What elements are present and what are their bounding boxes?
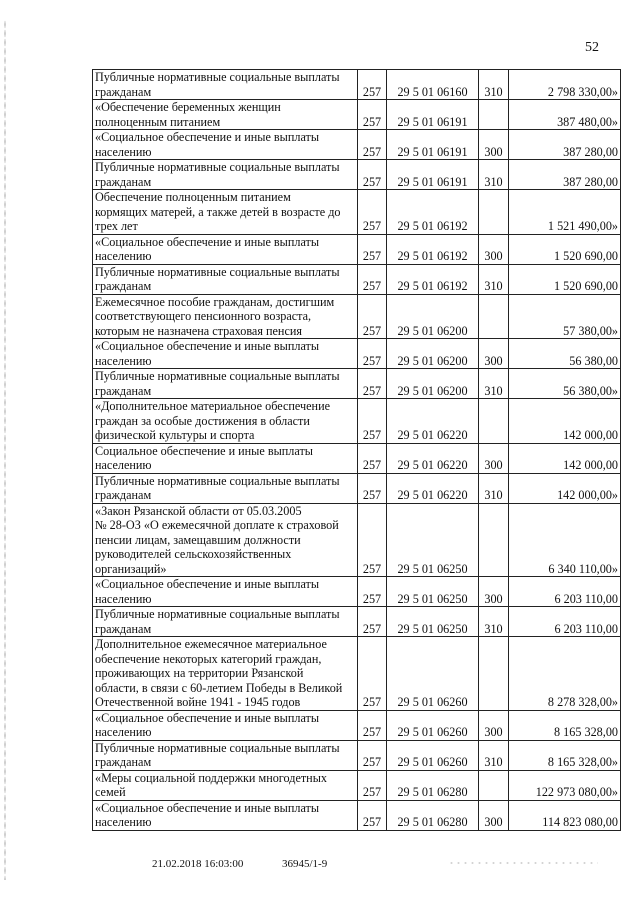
- row-target-article-cell: 29 5 01 06260: [387, 710, 479, 740]
- table-row: [93, 70, 621, 100]
- row-department-code-cell: 257: [358, 710, 387, 740]
- table-row: [93, 264, 621, 294]
- row-amount-cell: 122 973 080,00»: [509, 770, 621, 800]
- row-target-article-cell: 29 5 01 06250: [387, 577, 479, 607]
- row-amount-cell: 57 380,00»: [509, 294, 621, 339]
- table-row: [93, 399, 621, 444]
- row-expense-type-cell: [479, 100, 509, 130]
- row-amount-cell: 387 480,00»: [509, 100, 621, 130]
- table-row: [93, 770, 621, 800]
- row-target-article-cell: 29 5 01 06192: [387, 264, 479, 294]
- row-expense-type-cell: 310: [479, 607, 509, 637]
- row-amount-cell: 6 340 110,00»: [509, 503, 621, 577]
- table-row: [93, 503, 621, 577]
- table-row: [93, 473, 621, 503]
- footer-document-code: 36945/1-9: [282, 858, 328, 870]
- row-amount-cell: 387 280,00: [509, 160, 621, 190]
- scan-top-edge: [30, 10, 610, 12]
- page-number: 52: [585, 40, 599, 55]
- row-amount-cell: 2 798 330,00»: [509, 70, 621, 100]
- row-expense-type-cell: 300: [479, 800, 509, 830]
- row-name-cell: «Социальное обеспечение и иные выплаты населению: [93, 130, 358, 160]
- row-amount-cell: 114 823 080,00: [509, 800, 621, 830]
- row-name-cell: «Обеспечение беременных женщин полноценным питанием: [93, 100, 358, 130]
- row-name-cell: «Социальное обеспечение и иные выплаты населению: [93, 577, 358, 607]
- row-name-cell: Публичные нормативные социальные выплаты гражданам: [93, 473, 358, 503]
- table-row: [93, 130, 621, 160]
- row-target-article-cell: 29 5 01 06200: [387, 369, 479, 399]
- row-name-cell: «Социальное обеспечение и иные выплаты населению: [93, 234, 358, 264]
- row-expense-type-cell: [479, 190, 509, 235]
- row-target-article-cell: 29 5 01 06280: [387, 800, 479, 830]
- row-amount-cell: 1 520 690,00: [509, 234, 621, 264]
- row-department-code-cell: 257: [358, 770, 387, 800]
- row-name-cell: «Социальное обеспечение и иные выплаты населению: [93, 710, 358, 740]
- table-row: [93, 160, 621, 190]
- row-target-article-cell: 29 5 01 06191: [387, 130, 479, 160]
- footer-datetime: 21.02.2018 16:03:00: [152, 858, 244, 870]
- row-amount-cell: 8 165 328,00: [509, 710, 621, 740]
- row-expense-type-cell: 300: [479, 443, 509, 473]
- row-department-code-cell: 257: [358, 190, 387, 235]
- row-department-code-cell: 257: [358, 130, 387, 160]
- row-expense-type-cell: 300: [479, 234, 509, 264]
- table-row: [93, 710, 621, 740]
- row-name-cell: Публичные нормативные социальные выплаты гражданам: [93, 264, 358, 294]
- row-amount-cell: 56 380,00: [509, 339, 621, 369]
- table-row: [93, 443, 621, 473]
- row-target-article-cell: 29 5 01 06250: [387, 607, 479, 637]
- row-expense-type-cell: 300: [479, 710, 509, 740]
- row-name-cell: Обеспечение полноценным питанием кормящих матерей, а также детей в возрасте до трех лет: [93, 190, 358, 235]
- row-amount-cell: 8 278 328,00»: [509, 637, 621, 711]
- row-name-cell: Публичные нормативные социальные выплаты гражданам: [93, 369, 358, 399]
- budget-table-body: [93, 70, 621, 831]
- row-name-cell: «Социальное обеспечение и иные выплаты населению: [93, 339, 358, 369]
- row-name-cell: Публичные нормативные социальные выплаты гражданам: [93, 607, 358, 637]
- budget-table: [92, 69, 621, 831]
- row-expense-type-cell: 300: [479, 577, 509, 607]
- row-expense-type-cell: 310: [479, 740, 509, 770]
- faint-stamp-marks: [448, 860, 598, 866]
- row-target-article-cell: 29 5 01 06191: [387, 100, 479, 130]
- row-target-article-cell: 29 5 01 06191: [387, 160, 479, 190]
- row-expense-type-cell: [479, 399, 509, 444]
- row-expense-type-cell: [479, 503, 509, 577]
- table-row: [93, 577, 621, 607]
- table-row: [93, 339, 621, 369]
- table-row: [93, 637, 621, 711]
- table-row: [93, 294, 621, 339]
- row-amount-cell: 142 000,00»: [509, 473, 621, 503]
- row-department-code-cell: 257: [358, 800, 387, 830]
- row-name-cell: «Меры социальной поддержки многодетных семей: [93, 770, 358, 800]
- row-target-article-cell: 29 5 01 06220: [387, 473, 479, 503]
- row-name-cell: «Закон Рязанской области от 05.03.2005 № 28-ОЗ «О ежемесячной доплате к страховой пенсии лицам, замещавшим должности руководителей сельскохозяйственных организаций»: [93, 503, 358, 577]
- row-name-cell: Дополнительное ежемесячное материальное обеспечение некоторых категорий граждан, проживающих на территории Рязанской области, в связи с 60-летием Победы в Великой Отечественной войне 1941 - 1945 годов: [93, 637, 358, 711]
- row-amount-cell: 6 203 110,00: [509, 577, 621, 607]
- row-amount-cell: 142 000,00: [509, 443, 621, 473]
- row-amount-cell: 142 000,00: [509, 399, 621, 444]
- row-target-article-cell: 29 5 01 06220: [387, 443, 479, 473]
- row-expense-type-cell: 300: [479, 130, 509, 160]
- row-department-code-cell: 257: [358, 637, 387, 711]
- row-target-article-cell: 29 5 01 06160: [387, 70, 479, 100]
- row-expense-type-cell: 310: [479, 160, 509, 190]
- row-expense-type-cell: 310: [479, 264, 509, 294]
- row-target-article-cell: 29 5 01 06192: [387, 234, 479, 264]
- row-department-code-cell: 257: [358, 234, 387, 264]
- row-name-cell: Социальное обеспечение и иные выплаты населению: [93, 443, 358, 473]
- row-expense-type-cell: 300: [479, 339, 509, 369]
- row-name-cell: Публичные нормативные социальные выплаты гражданам: [93, 740, 358, 770]
- row-target-article-cell: 29 5 01 06200: [387, 294, 479, 339]
- row-department-code-cell: 257: [358, 264, 387, 294]
- row-department-code-cell: 257: [358, 399, 387, 444]
- row-department-code-cell: 257: [358, 339, 387, 369]
- table-row: [93, 369, 621, 399]
- table-row: [93, 100, 621, 130]
- row-name-cell: «Дополнительное материальное обеспечение граждан за особые достижения в области физической культуры и спорта: [93, 399, 358, 444]
- row-department-code-cell: 257: [358, 160, 387, 190]
- row-department-code-cell: 257: [358, 443, 387, 473]
- row-target-article-cell: 29 5 01 06280: [387, 770, 479, 800]
- row-department-code-cell: 257: [358, 577, 387, 607]
- row-amount-cell: 56 380,00»: [509, 369, 621, 399]
- table-row: [93, 190, 621, 235]
- row-amount-cell: 6 203 110,00: [509, 607, 621, 637]
- row-expense-type-cell: 310: [479, 473, 509, 503]
- row-department-code-cell: 257: [358, 473, 387, 503]
- row-target-article-cell: 29 5 01 06260: [387, 637, 479, 711]
- row-name-cell: Ежемесячное пособие гражданам, достигшим соответствующего пенсионного возраста, которым не назначена страховая пенсия: [93, 294, 358, 339]
- row-expense-type-cell: [479, 637, 509, 711]
- row-amount-cell: 1 520 690,00: [509, 264, 621, 294]
- table-row: [93, 800, 621, 830]
- row-amount-cell: 387 280,00: [509, 130, 621, 160]
- row-expense-type-cell: 310: [479, 369, 509, 399]
- row-department-code-cell: 257: [358, 70, 387, 100]
- row-target-article-cell: 29 5 01 06200: [387, 339, 479, 369]
- row-target-article-cell: 29 5 01 06192: [387, 190, 479, 235]
- row-department-code-cell: 257: [358, 100, 387, 130]
- row-department-code-cell: 257: [358, 369, 387, 399]
- row-target-article-cell: 29 5 01 06260: [387, 740, 479, 770]
- row-name-cell: «Социальное обеспечение и иные выплаты населению: [93, 800, 358, 830]
- row-department-code-cell: 257: [358, 294, 387, 339]
- row-name-cell: Публичные нормативные социальные выплаты гражданам: [93, 70, 358, 100]
- row-department-code-cell: 257: [358, 503, 387, 577]
- row-name-cell: Публичные нормативные социальные выплаты гражданам: [93, 160, 358, 190]
- scan-left-edge: [4, 20, 6, 880]
- row-amount-cell: 1 521 490,00»: [509, 190, 621, 235]
- row-expense-type-cell: [479, 770, 509, 800]
- row-expense-type-cell: [479, 294, 509, 339]
- row-department-code-cell: 257: [358, 607, 387, 637]
- table-row: [93, 607, 621, 637]
- row-department-code-cell: 257: [358, 740, 387, 770]
- row-expense-type-cell: 310: [479, 70, 509, 100]
- table-row: [93, 740, 621, 770]
- table-row: [93, 234, 621, 264]
- row-target-article-cell: 29 5 01 06220: [387, 399, 479, 444]
- row-amount-cell: 8 165 328,00»: [509, 740, 621, 770]
- row-target-article-cell: 29 5 01 06250: [387, 503, 479, 577]
